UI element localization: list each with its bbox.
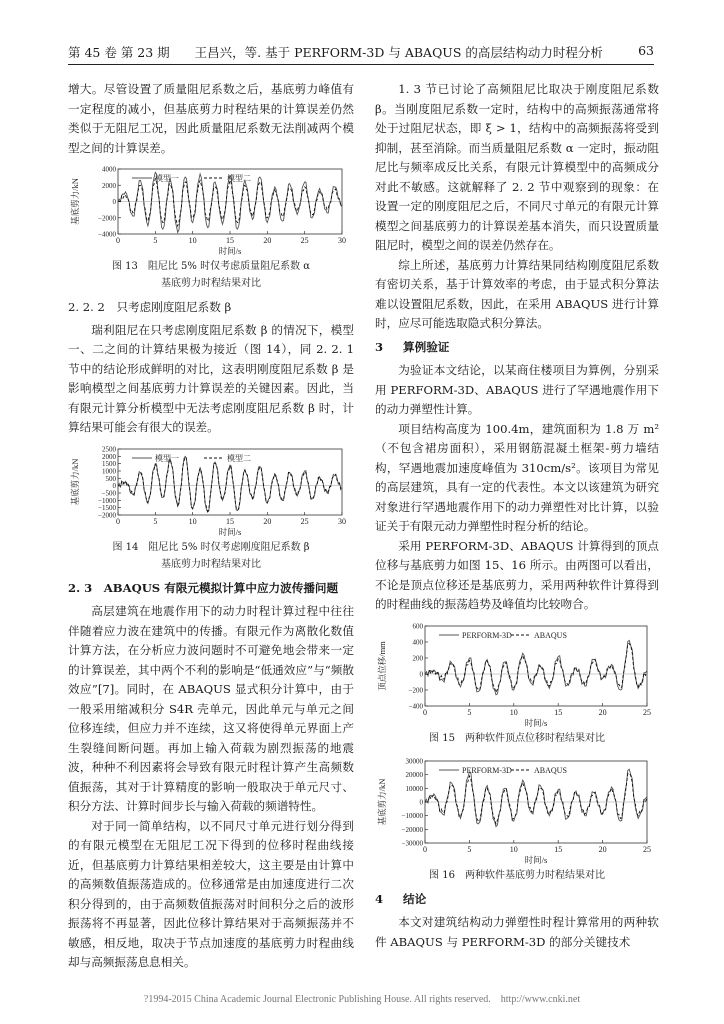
caption-line: 图 14 阻尼比 5% 时仅考虑刚度阻尼系数 β	[112, 541, 310, 553]
x-tick-label: 20	[598, 707, 607, 717]
section-title: 2. 3 ABAQUS 有限元模拟计算中应力波传播问题	[68, 580, 339, 595]
figure-13-caption	[68, 258, 354, 292]
y-tick-label: −2000	[98, 511, 116, 519]
x-tick-label: 25	[300, 516, 309, 526]
y-tick-label: 4000	[102, 165, 116, 174]
paragraph: 1. 3 节已讨论了高频阻尼比取决于刚度阻尼系数 β。当刚度阻尼系数一定时，结构中的高频振荡通常将处于过阻尼状态，即 ξ > 1，结构中的高频振荡将受到抑制，甚至消除。而当质量阻尼系数 α 一定时，振动阻尼比与频率成反比关系，有限元计算模型中的高频成分对此不敏感。这就解释了 2. 2 节中观察到的现象：在设置一定的刚度阻尼之后，不同尺寸单元的有限元计算模型之间基底剪力的计算误差基本消失，而只设置质量阻尼时，模型之间的误差仍然存在。	[375, 82, 659, 252]
y-tick-label: −200	[408, 686, 423, 694]
legend-label: ABAQUS	[534, 765, 567, 775]
x-tick-label: 0	[423, 707, 427, 717]
paragraph: 瑞利阻尼在只考虑刚度阻尼系数 β 的情况下，模型一、二之间的计算结果极为接近（图 14），同 2. 2. 1 节中的结论形成鲜明的对比，这表明刚度阻尼系数 β 是影响模型之间基底剪力计算误差的关键因素。因此，当有限元计算分析模型中无法考虑刚度阻尼系数 β 时，计算结果可能会有很大的误差。	[68, 322, 354, 434]
y-tick-label: 0	[112, 481, 116, 490]
caption-line: 基底剪力时程结果对比	[161, 278, 261, 289]
y-tick-label: −10000	[401, 811, 423, 820]
y-tick-label: −2000	[98, 214, 116, 223]
caption-line: 图 13 阻尼比 5% 时仅考虑质量阻尼系数 α	[111, 261, 311, 272]
y-tick-label: 2500	[102, 445, 116, 453]
running-header	[68, 40, 654, 65]
figure-15-caption: 图 15 两种软件顶点位移时程结果对比	[429, 732, 605, 744]
y-axis-label: 基底剪力/kN	[70, 458, 80, 505]
figure-16-chart	[375, 753, 659, 865]
legend-label: 模型二	[227, 453, 251, 463]
x-tick-label: 15	[226, 516, 234, 526]
x-tick-label: 0	[116, 516, 120, 526]
y-tick-label: 600	[412, 622, 423, 630]
x-tick-label: 25	[300, 236, 309, 245]
y-tick-label: 500	[105, 474, 116, 483]
x-tick-label: 30	[338, 516, 346, 526]
y-tick-label: 1500	[102, 459, 116, 468]
x-tick-label: 15	[554, 707, 563, 717]
paragraph: 采用 PERFORM-3D、ABAQUS 计算得到的顶点位移与基底剪力如图 15、16 所示。由两图可以看出，不论是顶点位移还是基底剪力，采用两种软件计算得到的时程曲线的振荡趋势及峰值均比较吻合。	[375, 538, 659, 611]
x-axis-label: 时间/s	[524, 854, 548, 865]
legend-label: 模型一	[155, 174, 179, 183]
x-tick-label: 25	[643, 707, 651, 717]
x-tick-label: 20	[263, 516, 272, 526]
legend-label: PERFORM-3D	[462, 630, 512, 640]
figure-14-caption	[68, 539, 354, 573]
paragraph: 高层建筑在地震作用下的动力时程计算过程中往往伴随着应力波在建筑中的传播。有限元作为离散化数值计算方法，在分析应力波问题时不可避免地会带来一定的计算误差，其中两个不利的影响是“低通效应”与“频散效应”[7]。同时，在 ABAQUS 显式积分计算中，由于一般采用缩减积分 S4R 壳单元，因此单元与单元之间位移连续，但应力并不连续，这又将使得单元界面上产生裂缝间断问题。再加上输入荷载为剧烈振荡的地震波，种种不利因素将会导致有限元时程计算产生高频数值振荡，其对于计算精度的影响一般取决于单元尺寸、积分方法、计算时间步长与输入荷载的频谱特性。	[68, 604, 354, 813]
x-tick-label: 0	[423, 844, 427, 854]
y-tick-label: 10000	[405, 784, 423, 793]
x-axis-label: 时间/s	[218, 526, 242, 537]
legend-label: 模型二	[227, 174, 251, 183]
legend-label: ABAQUS	[534, 630, 567, 640]
x-tick-label: 20	[598, 844, 607, 854]
figure-14-chart	[68, 441, 354, 537]
paragraph: 综上所述，基底剪力计算结果同结构刚度阻尼系数有密切关系，基于计算效率的考虑，由于显式积分算法难以设置阻尼系数，因此，在采用 ABAQUS 进行计算时，应尽可能选取隐式积分算法。	[375, 257, 659, 330]
x-tick-label: 10	[509, 844, 518, 854]
figure-16-caption: 图 16 两种软件基底剪力时程结果对比	[429, 869, 605, 881]
x-tick-label: 5	[153, 236, 158, 245]
y-tick-label: 0	[419, 798, 423, 806]
paragraph: 本文对建筑结构动力弹塑性时程计算常用的两种软件 ABAQUS 与 PERFORM-3D 的部分关键技术	[375, 915, 659, 949]
figure-15-chart	[375, 618, 659, 728]
y-tick-label: 2000	[102, 452, 116, 461]
paragraph: 增大。尽管设置了质量阻尼系数之后，基底剪力峰值有一定程度的减小，但基底剪力时程结果的计算误差仍然类似于无阻尼工况，因此质量阻尼系数无法削减两个模型之间的计算误差。	[68, 82, 354, 155]
paragraph: 项目结构高度为 100.4m，建筑面积为 1.8 万 m²（不包含裙房面积），采用钢筋混凝土框架-剪力墙结构，罕遇地震加速度峰值为 310cm/s²。该项目为常见的高层建筑，具有一定的代表性。本文以该建筑为研究对象进行罕遇地震作用下的动力弹塑性对比计算，以验证关于有限元动力弹塑性时程分析的结论。	[375, 421, 659, 533]
page-number: 63	[638, 43, 654, 58]
legend-label: PERFORM-3D	[462, 765, 512, 775]
y-tick-label: −1500	[98, 503, 116, 512]
x-tick-label: 5	[153, 516, 158, 526]
paragraph: 为验证本文结论，以某商住楼项目为算例，分别采用 PERFORM-3D、ABAQUS 进行了罕遇地震作用下的动力弹塑性计算。	[375, 363, 659, 416]
section-number: 4	[375, 891, 384, 906]
y-axis-label: 顶点位移/mm	[377, 640, 387, 691]
left-column	[68, 80, 354, 973]
x-tick-label: 10	[188, 236, 197, 245]
x-tick-label: 0	[116, 236, 120, 245]
section-title	[375, 890, 659, 910]
series-line-1	[425, 640, 647, 694]
paragraph: 对于同一简单结构，以不同尺寸单元进行划分得到的有限元模型在无阻尼工况下得到的位移时程曲线接近，但基底剪力计算结果相差较大，这主要是由计算中的高频数值振荡造成的。位移通常是由加速度进行二次积分得到的，由于高频数值振荡对时间积分之后的波形振荡将不再显著，因此位移计算结果对于高频振荡并不敏感，相反地，取决于节点加速度的基底剪力时程曲线却与高频振荡息息相关。	[68, 818, 354, 969]
y-tick-label: 0	[112, 198, 116, 206]
x-tick-label: 5	[467, 707, 472, 717]
section-title-text: 算例验证	[403, 339, 450, 354]
y-tick-label: 400	[412, 638, 423, 646]
y-tick-label: 200	[412, 654, 423, 662]
y-tick-label: −20000	[401, 825, 423, 834]
subsection-title: 2. 2. 2 只考虑刚度阻尼系数 β	[68, 300, 232, 314]
right-column	[375, 80, 659, 952]
x-tick-label: 10	[509, 707, 518, 717]
y-tick-label: 30000	[405, 757, 423, 765]
section-title-text: 结论	[403, 891, 427, 906]
section-title	[375, 338, 659, 358]
section-number: 3	[375, 339, 384, 354]
y-tick-label: 1000	[102, 467, 116, 475]
y-tick-label: 0	[419, 670, 423, 678]
x-tick-label: 20	[263, 236, 272, 245]
copyright-footer: ?1994-2015 China Academic Journal Electronic Publishing House. All rights reserved. http://www.cnki.net	[143, 994, 581, 1005]
x-tick-label: 25	[643, 844, 651, 854]
y-axis-label: 基底剪力/kN	[70, 178, 80, 225]
series-line-1	[425, 769, 647, 826]
x-tick-label: 15	[226, 236, 234, 245]
x-axis-label: 时间/s	[524, 717, 548, 728]
y-tick-label: 2000	[102, 181, 116, 190]
legend-label: 模型一	[155, 453, 179, 463]
y-tick-label: −4000	[98, 230, 116, 239]
header-title: 第 45 卷 第 23 期 王昌兴，等. 基于 PERFORM-3D 与 ABAQUS 的高层结构动力时程分析	[68, 45, 603, 60]
x-tick-label: 15	[554, 844, 563, 854]
y-tick-label: −30000	[401, 839, 423, 847]
x-tick-label: 5	[467, 844, 472, 854]
x-tick-label: 10	[188, 516, 197, 526]
x-axis-label: 时间/s	[218, 246, 242, 256]
y-axis-label: 基底剪力/kN	[377, 778, 387, 825]
y-tick-label: −400	[408, 702, 423, 710]
x-tick-label: 30	[338, 236, 346, 245]
y-tick-label: −1000	[98, 496, 116, 505]
y-tick-label: 20000	[405, 770, 423, 779]
caption-line: 基底剪力时程结果对比	[161, 558, 261, 570]
figure-13-chart	[68, 161, 354, 256]
y-tick-label: −500	[101, 489, 116, 497]
